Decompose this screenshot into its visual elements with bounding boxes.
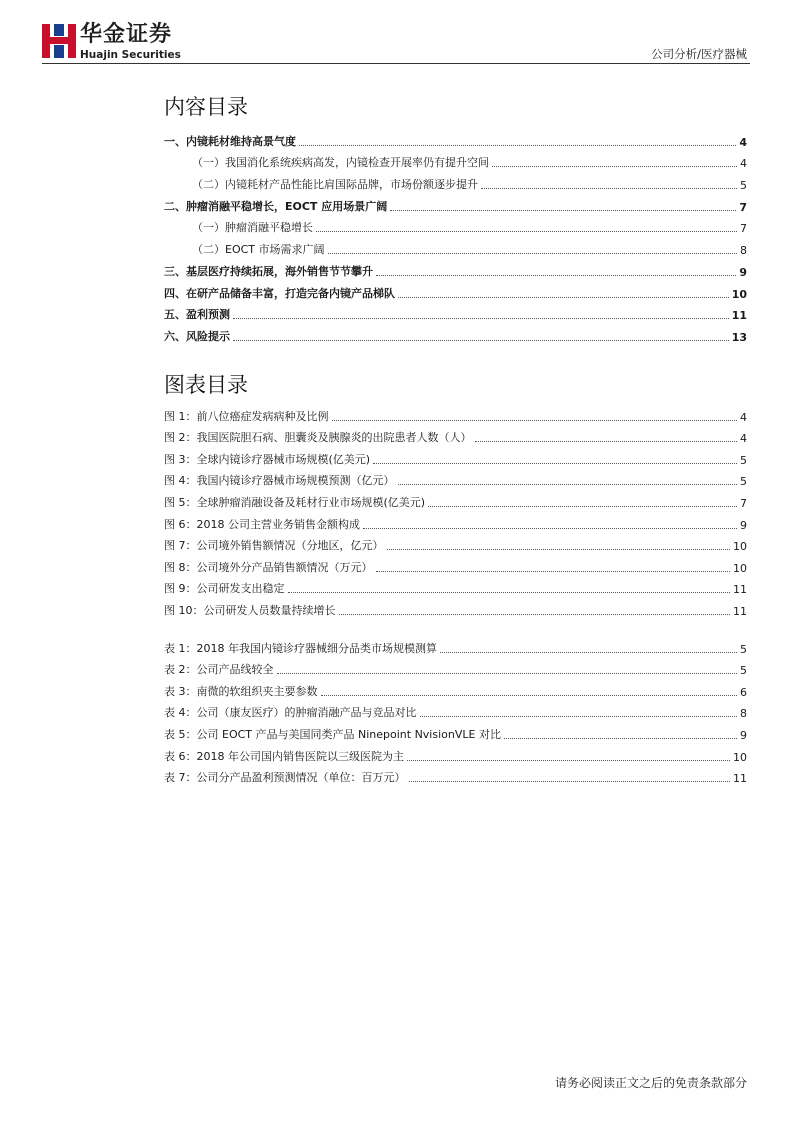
table-entry-label: 表 6：2018 年公司国内销售医院以三级医院为主 [164, 749, 404, 763]
figure-entry-label: 图 2：我国医院胆石病、胆囊炎及胰腺炎的出院患者人数（人） [164, 431, 472, 445]
dot-leader [328, 253, 737, 254]
figure-entry-label: 图 4：我国内镜诊疗器械市场规模预测（亿元） [164, 474, 395, 488]
dot-leader [233, 340, 729, 341]
figure-entry-label: 图 10：公司研发人员数量持续增长 [164, 603, 336, 617]
toc-title: 内容目录 [164, 95, 248, 119]
dot-leader [316, 231, 737, 232]
figure-list [164, 402, 747, 618]
table-entry[interactable] [164, 720, 747, 742]
figure-entry-page-number: 10 [733, 561, 747, 575]
toc-entry-page-number: 7 [740, 222, 747, 236]
figure-entry-page-number: 11 [733, 583, 747, 597]
table-entry[interactable] [164, 677, 747, 699]
figure-entry-page-number: 5 [740, 475, 747, 489]
figure-entry-label: 图 1：前八位癌症发病病种及比例 [164, 409, 329, 423]
figure-list-title: 图表目录 [164, 373, 248, 397]
toc-entry-page-number: 7 [739, 200, 747, 214]
toc-entry-label: 二、肿瘤消融平稳增长，EOCT 应用场景广阔 [164, 199, 388, 213]
table-entry-page-number: 5 [740, 642, 747, 656]
dot-leader [387, 549, 731, 550]
header-divider [42, 63, 750, 64]
figure-entry[interactable] [164, 424, 747, 446]
figure-entry[interactable] [164, 488, 747, 510]
dot-leader [288, 592, 731, 593]
dot-leader [373, 463, 737, 464]
dot-leader [277, 673, 738, 674]
table-entry-label: 表 5：公司 EOCT 产品与美国同类产品 Ninepoint NvisionVLE 对比 [164, 727, 501, 741]
table-entry-label: 表 2：公司产品线较全 [164, 663, 274, 677]
figure-entry-page-number: 10 [733, 540, 747, 554]
dot-leader [440, 652, 737, 653]
toc-entry-label: 四、在研产品储备丰富，打造完备内镜产品梯队 [164, 286, 395, 300]
figure-entry-page-number: 4 [740, 410, 747, 424]
figure-entry[interactable] [164, 532, 747, 554]
figure-entry[interactable] [164, 467, 747, 489]
dot-leader [376, 571, 731, 572]
dot-leader [398, 297, 729, 298]
figure-entry-page-number: 9 [740, 518, 747, 532]
huajin-logo-icon [42, 22, 76, 60]
figure-entry[interactable] [164, 596, 747, 618]
dot-leader [321, 695, 738, 696]
dot-leader [398, 484, 738, 485]
table-entry-page-number: 6 [740, 685, 747, 699]
figure-entry-label: 图 9：公司研发支出稳定 [164, 582, 285, 596]
table-entry-page-number: 11 [733, 772, 747, 786]
page-header [0, 0, 793, 70]
table-entry-label: 表 4：公司（康友医疗）的肿瘤消融产品与竞品对比 [164, 706, 417, 720]
table-entry[interactable] [164, 634, 747, 656]
toc-entry[interactable] [164, 170, 747, 192]
dot-leader [481, 188, 737, 189]
table-entry-label: 表 3：南微的软组织夹主要参数 [164, 684, 318, 698]
toc-entry[interactable] [164, 257, 747, 279]
figure-entry-page-number: 5 [740, 453, 747, 467]
dot-leader [339, 614, 731, 615]
dot-leader [409, 781, 731, 782]
toc-entry[interactable] [164, 235, 747, 257]
toc-entry-label: （二）EOCT 市场需求广阔 [164, 241, 327, 257]
figure-entry[interactable] [164, 553, 747, 575]
toc-list [164, 127, 747, 344]
table-entry[interactable] [164, 742, 747, 764]
table-list [164, 634, 747, 785]
toc-entry-label: 五、盈利预测 [164, 308, 230, 322]
figure-entry-label: 图 8：公司境外分产品销售额情况（万元） [164, 560, 373, 574]
toc-entry[interactable] [164, 279, 747, 301]
table-entry[interactable] [164, 764, 747, 786]
table-entry-page-number: 8 [740, 707, 747, 721]
logo-chinese-name: 华金证券 [80, 22, 173, 47]
figure-entry-page-number: 7 [740, 496, 747, 510]
figure-entry[interactable] [164, 402, 747, 424]
toc-entry[interactable] [164, 301, 747, 323]
table-entry-page-number: 10 [733, 750, 747, 764]
dot-leader [420, 716, 738, 717]
toc-entry-label: （一）肿瘤消融平稳增长 [164, 219, 315, 235]
dot-leader [390, 210, 736, 211]
toc-entry-page-number: 5 [740, 179, 747, 193]
toc-entry-page-number: 10 [731, 287, 747, 301]
figure-entry-label: 图 6：2018 公司主营业务销售金额构成 [164, 517, 360, 531]
dot-leader [299, 145, 736, 146]
table-entry-label: 表 1：2018 年我国内镜诊疗器械细分品类市场规模测算 [164, 641, 437, 655]
toc-entry-label: 六、风险提示 [164, 329, 230, 343]
dot-leader [492, 166, 737, 167]
figure-entry-page-number: 4 [740, 432, 747, 446]
toc-entry-page-number: 9 [739, 265, 747, 279]
report-category: 公司分析/医疗器械 [651, 47, 747, 61]
figure-entry-label: 图 7：公司境外销售额情况（分地区，亿元） [164, 539, 384, 553]
figure-entry-label: 图 5：全球肿瘤消融设备及耗材行业市场规模(亿美元) [164, 495, 426, 509]
dot-leader [233, 318, 729, 319]
toc-entry[interactable] [164, 149, 747, 171]
toc-entry[interactable] [164, 192, 747, 214]
toc-entry-page-number: 13 [731, 330, 747, 344]
table-entry[interactable] [164, 656, 747, 678]
toc-entry-label: （二）内镜耗材产品性能比肩国际品牌，市场份额逐步提升 [164, 176, 480, 192]
toc-entry-page-number: 8 [740, 244, 747, 258]
toc-entry-label: 三、基层医疗持续拓展，海外销售节节攀升 [164, 264, 373, 278]
figure-entry[interactable] [164, 510, 747, 532]
dot-leader [475, 441, 738, 442]
figure-entry[interactable] [164, 445, 747, 467]
toc-entry-page-number: 11 [731, 309, 747, 323]
toc-entry[interactable] [164, 127, 747, 149]
dot-leader [428, 506, 737, 507]
toc-entry-label: （一）我国消化系统疾病高发，内镜检查开展率仍有提升空间 [164, 154, 491, 170]
toc-entry-page-number: 4 [739, 135, 747, 149]
figure-entry[interactable] [164, 575, 747, 597]
table-entry[interactable] [164, 699, 747, 721]
logo-english-name: Huajin Securities [80, 49, 181, 61]
dot-leader [504, 738, 737, 739]
table-entry-page-number: 9 [740, 728, 747, 742]
figure-entry-page-number: 11 [733, 604, 747, 618]
toc-entry-page-number: 4 [740, 157, 747, 171]
dot-leader [407, 760, 730, 761]
dot-leader [363, 528, 737, 529]
toc-entry[interactable] [164, 214, 747, 236]
footer-disclaimer: 请务必阅读正文之后的免责条款部分 [554, 1076, 747, 1090]
toc-entry-label: 一、内镜耗材维持高景气度 [164, 134, 296, 148]
dot-leader [332, 420, 738, 421]
figure-entry-label: 图 3：全球内镜诊疗器械市场规模(亿美元) [164, 452, 371, 466]
company-logo [42, 22, 192, 66]
dot-leader [376, 275, 736, 276]
table-entry-page-number: 5 [740, 664, 747, 678]
toc-entry[interactable] [164, 322, 747, 344]
table-entry-label: 表 7：公司分产品盈利预测情况（单位：百万元） [164, 771, 406, 785]
